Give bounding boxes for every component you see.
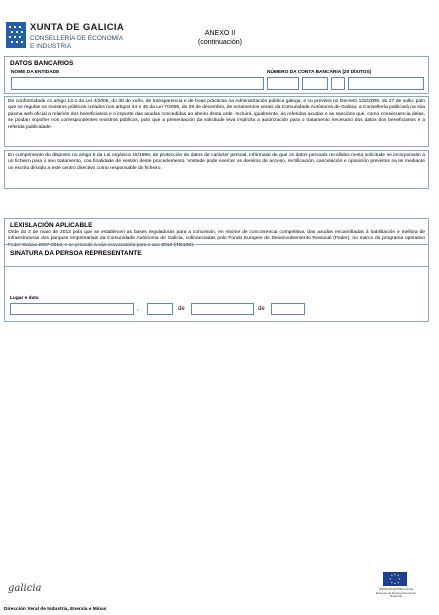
eu-fund-label: UNIÓN EUROPEA Fondo Europeo de Desenvolvemento Rexional bbox=[375, 587, 417, 599]
annex-heading bbox=[180, 29, 260, 47]
bank-data-section bbox=[4, 56, 429, 94]
eu-flag-icon bbox=[383, 572, 407, 586]
department-name bbox=[30, 35, 123, 51]
department-line-1: CONSELLERÍA DE ECONOMÍA bbox=[30, 35, 124, 42]
day-field[interactable] bbox=[147, 303, 173, 315]
de-separator-1: de bbox=[178, 306, 185, 312]
de-separator-2: de bbox=[258, 306, 265, 312]
place-date-label: Lugar e data bbox=[10, 296, 39, 301]
transparency-paragraph: De conformidade co artigo 13.4 da Lei 4/2006, do 30 de xuño, de transparencia e de boas prácticas na Administración pública galega, e co previsto no Decreto 132/2006, do 27 de xullo, polo que se regulan os rexistros públicos creados nos artigos 44 e 45 da Lei 7/2005, do 29 de decembro, de orzamentos xerais da Comunidade Autónoma de Galicia, a Consellería publicará na súa páxina web oficial a relación dos beneficiarios e o importe das axudas concedidas ao abeiro desta orde. Incluirá, igualmente, as referidas axudas e as sancións que, como consecuencia delas, se poidan impoñer nos correspondentes rexistros públicos, polo que a presentación da solicitude leva implícita a autorización para o tratamento necesario dos datos dos beneficiarios e a referida publicidade. bbox=[8, 99, 425, 130]
entity-label: NOME DA ENTIDADE bbox=[11, 70, 60, 75]
bank-section-title: DATOS BANCARIOS bbox=[10, 60, 74, 67]
data-protection-paragraph: En cumprimento do disposto no artigo 5 da Lei orgánica 15/1999, de protección de datos de carácter persoal, infórmase de que os datos persoais recollidos nesta solicitude se incorporarán a un ficheiro para o seu tratamento, coa finalidade de xestión deste procedemento. Vostede pode exercer os dereitos de acceso, rectificación, cancelación e oposición previstos na lei mediante un escrito dirixido a este centro directivo como responsable do ficheiro. bbox=[8, 153, 425, 171]
legislation-title: LEXISLACIÓN APLICABLE bbox=[10, 222, 93, 229]
account-check-digit-field[interactable] bbox=[331, 77, 345, 90]
account-label: NÚMERO DA CONTA BANCARIA (20 DÍXITOS) bbox=[267, 70, 372, 75]
directorate-name: Dirección Xeral de Industria, Enerxía e Minas bbox=[4, 607, 107, 612]
account-entity-code-field[interactable] bbox=[267, 77, 299, 90]
entity-name-field[interactable] bbox=[11, 77, 264, 90]
place-field[interactable] bbox=[10, 303, 134, 315]
comma-separator: , bbox=[137, 306, 139, 312]
month-field[interactable] bbox=[191, 303, 254, 315]
annex-subtitle: (continuación) bbox=[198, 39, 242, 46]
account-branch-code-field[interactable] bbox=[302, 77, 328, 90]
legislation-text: Orde do 2 de maio de 2013 pola que se establecen as bases reguladoras para a concesión, en réxime de concorrencia competitiva, das axudas encamiñadas á habilitación e mellora de infraestruturas dos parques empresariais da Comunidade Autónoma de Galicia, cofinanciadas polo Fondo Europeo de Desenvolvemento Rexional (Feder), no marco do programa operativo Feder Galicia 2007-2013, e se procede á súa convocatoria para o ano 2013 (IN519B). bbox=[8, 230, 425, 248]
annex-title: ANEXO II bbox=[204, 30, 236, 37]
org-name: XUNTA DE GALICIA bbox=[30, 22, 124, 33]
year-field[interactable] bbox=[271, 303, 305, 315]
xunta-logo-icon bbox=[6, 22, 26, 48]
account-number-field[interactable] bbox=[348, 77, 424, 90]
department-line-2: E INDUSTRIA bbox=[30, 43, 72, 50]
galicia-brand-logo: galicia bbox=[8, 583, 42, 594]
signature-title: SINATURA DA PERSOA REPRESENTANTE bbox=[10, 250, 142, 257]
